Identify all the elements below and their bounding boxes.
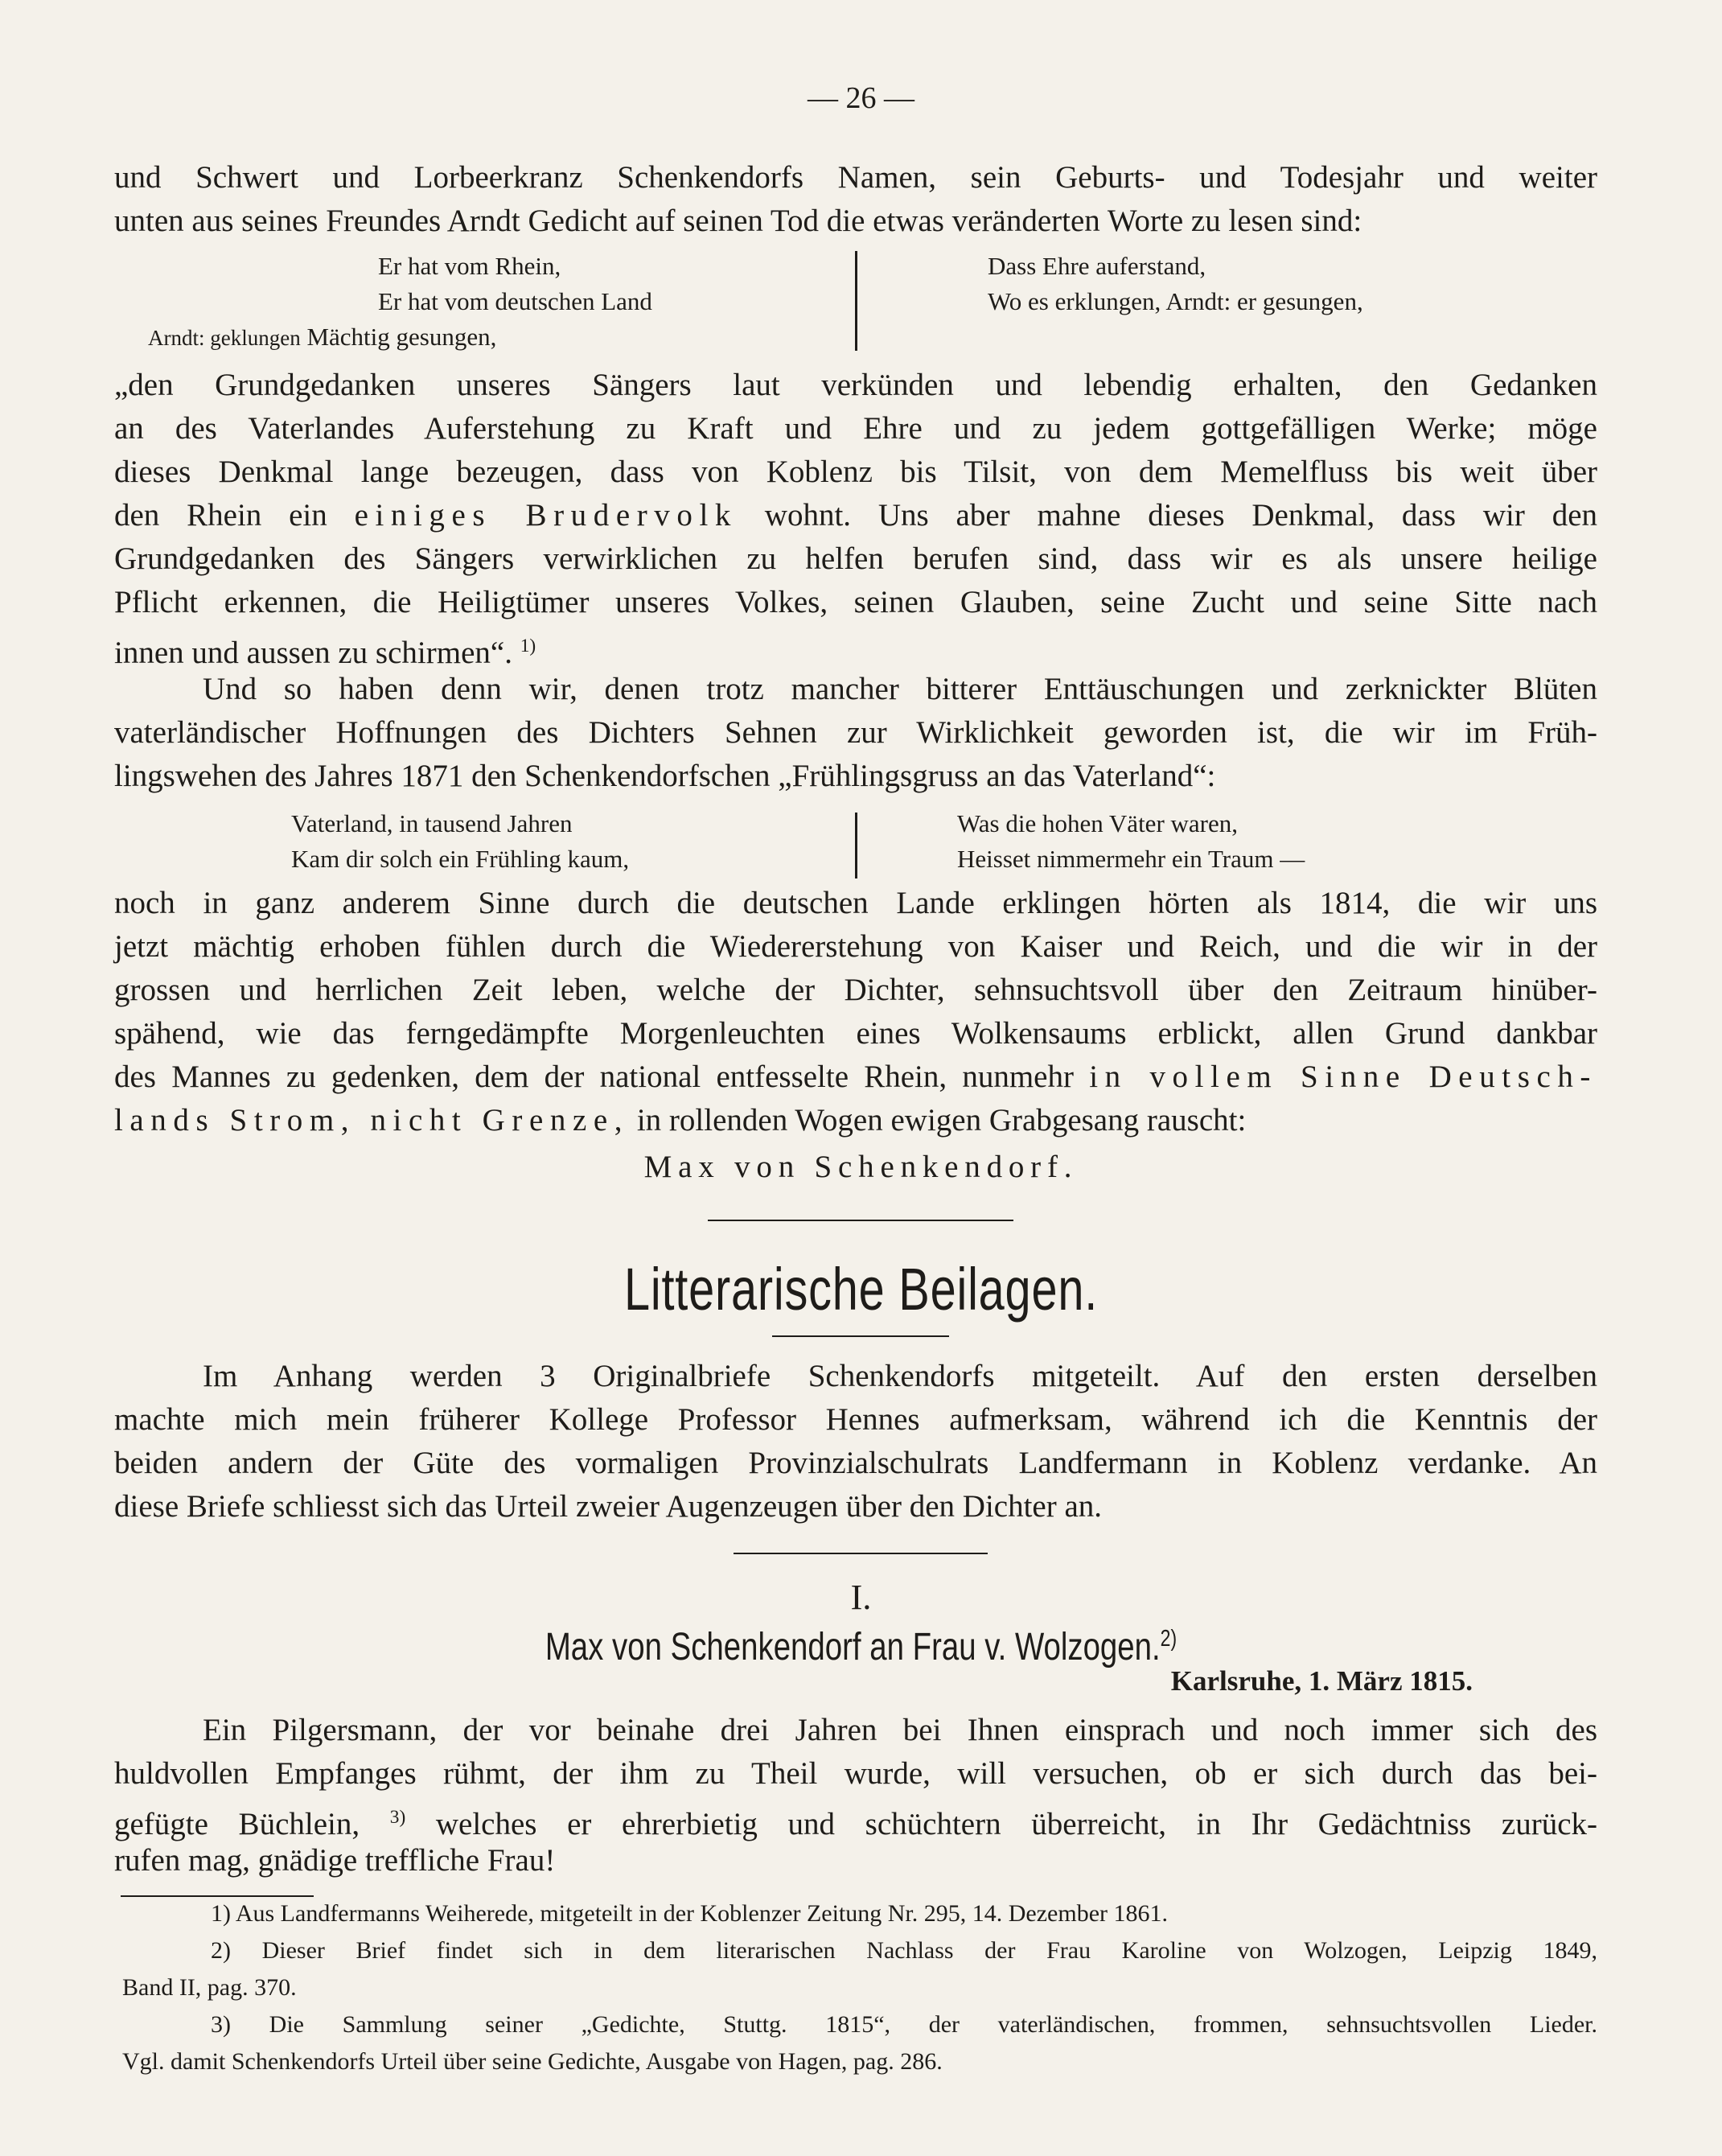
text-line: lands Strom, nicht Grenze, in rollenden Wogen ewigen Grabgesang rauscht:	[114, 1103, 1247, 1138]
intro-paragraph	[114, 156, 1597, 243]
text-line: beiden andern der Güte des vormaligen Provinzialschulrats Landfermann in Koblenz verdanke. An	[114, 1446, 1597, 1480]
verse-line: Wo es erklungen, Arndt: er gesungen,	[988, 287, 1363, 315]
verse2-left	[291, 806, 629, 877]
variant-note: Arndt: geklungen	[148, 326, 301, 350]
text-line: innen und aussen zu schirmen“. $^{1)}$	[114, 636, 536, 670]
footnote-2-cont: Band II, pag. 370.	[122, 1974, 297, 2001]
poem-signature: Max von Schenkendorf.	[643, 1150, 1079, 1184]
verse1-right	[988, 249, 1363, 319]
letter-title: Max von Schenkendorf an Frau v. Wolzogen.$^{2)}$	[545, 1626, 1177, 1668]
verse-line: Er hat vom deutschen Land	[378, 287, 652, 315]
letter-date: Karlsruhe, 1. März 1815.	[1170, 1665, 1473, 1697]
verse2-divider	[855, 813, 857, 878]
verse1-left-third	[148, 319, 496, 355]
divider-rule	[772, 1335, 949, 1337]
text-line: Im Anhang werden 3 Originalbriefe Schenkendorfs mitgeteilt. Auf den ersten derselben	[203, 1359, 1597, 1393]
text-line: Pflicht erkennen, die Heiligtümer unseres Volkes, seinen Glauben, seine Zucht und seine Sitte nach	[114, 585, 1597, 619]
divider-rule	[708, 1220, 1013, 1221]
text-line: rufen mag, gnädige treffliche Frau!	[114, 1843, 556, 1878]
spaced-emphasis: lands Strom, nicht Grenze,	[114, 1103, 630, 1138]
verse-line: Was die hohen Väter waren,	[957, 809, 1238, 837]
spaced-emphasis: in vollem Sinne Deutsch-	[1089, 1059, 1597, 1094]
text-line: diese Briefe schliesst sich das Urteil zweier Augenzeugen über den Dichter an.	[114, 1489, 1103, 1524]
text-line: an des Vaterlandes Auferstehung zu Kraft und Ehre und zu jedem gottgefälligen Werke; möge	[114, 411, 1597, 446]
divider-rule	[734, 1553, 988, 1554]
paragraph-4	[114, 882, 1597, 1142]
text-line: den Rhein ein einiges Brudervolk wohnt. Uns aber mahne dieses Denkmal, dass wir den	[114, 498, 1598, 533]
section-heading: Litterarische Beilagen.	[623, 1256, 1099, 1323]
footnote-1: 1) Aus Landfermanns Weiherede, mitgeteilt in der Koblenzer Zeitung Nr. 295, 14. Dezember 1861.	[211, 1900, 1169, 1927]
verse-line: Heisset nimmermehr ein Traum —	[957, 845, 1305, 873]
text-line: Grundgedanken des Sängers verwirklichen zu helfen berufen sind, dass wir es als unsere heilige	[114, 541, 1597, 576]
verse-line: Mächtig gesungen,	[306, 323, 497, 351]
page-number: — 26 —	[808, 81, 914, 115]
text-line: und Schwert und Lorbeerkranz Schenkendorfs Namen, sein Geburts- und Todesjahr und weiter	[114, 160, 1597, 195]
paragraph-5	[114, 1355, 1597, 1529]
footnote-ref: 1)	[520, 636, 536, 656]
section-number: I.	[850, 1578, 872, 1617]
text-line: Ein Pilgersmann, der vor beinahe drei Jahren bei Ihnen einsprach und noch immer sich des	[203, 1713, 1597, 1747]
footnote-3: 3) Die Sammlung seiner „Gedichte, Stuttg. 1815“, der vaterländischen, frommen, sehnsuchtsvollen Lieder.	[211, 2011, 1597, 2038]
text-line: noch in ganz anderem Sinne durch die deutschen Lande erklingen hörten als 1814, die wir uns	[114, 886, 1597, 920]
text-line: lingswehen des Jahres 1871 den Schenkendorfschen „Frühlingsgruss an das Vaterland“:	[114, 759, 1216, 793]
text-line: dieses Denkmal lange bezeugen, dass von Koblenz bis Tilsit, von dem Memelfluss bis weit über	[114, 455, 1597, 489]
text-line: jetzt mächtig erhoben fühlen durch die Wiedererstehung von Kaiser und Reich, und die wir in der	[114, 929, 1597, 964]
footnote-3-cont: Vgl. damit Schenkendorfs Urteil über seine Gedichte, Ausgabe von Hagen, pag. 286.	[122, 2048, 943, 2075]
letter-body	[114, 1709, 1597, 1882]
text-line: grossen und herrlichen Zeit leben, welche der Dichter, sehnsuchtsvoll über den Zeitraum hinüber-	[114, 973, 1597, 1007]
verse-line: Kam dir solch ein Frühling kaum,	[291, 845, 630, 873]
footnote-ref: 2)	[1160, 1626, 1177, 1652]
text-line: vaterländischer Hoffnungen des Dichters Sehnen zur Wirklichkeit geworden ist, die wir im Früh-	[114, 715, 1597, 750]
paragraph-2	[114, 364, 1597, 668]
text-line: des Mannes zu gedenken, dem der national entfesselte Rhein, nunmehr in vollem Sinne Deutsch-	[114, 1059, 1597, 1094]
text-line: Und so haben denn wir, denen trotz mancher bitterer Enttäuschungen und zerknickter Blüten	[203, 672, 1597, 706]
verse-line: Dass Ehre auferstand,	[988, 252, 1206, 280]
verse2-right	[957, 806, 1305, 877]
text-line: gefügte Büchlein, $^{3)}$ welches er ehrerbietig und schüchtern überreicht, in Ihr Gedächtniss zurück-	[114, 1807, 1598, 1841]
footnote-2: 2) Dieser Brief findet sich in dem literarischen Nachlass der Frau Karoline von Wolzogen, Leipzig 1849,	[211, 1937, 1597, 1964]
text-line: unten aus seines Freundes Arndt Gedicht auf seinen Tod die etwas veränderten Worte zu lesen sind:	[114, 204, 1362, 238]
text-line: „den Grundgedanken unseres Sängers laut verkünden und lebendig erhalten, den Gedanken	[114, 368, 1597, 402]
text-line: machte mich mein früherer Kollege Professor Hennes aufmerksam, während ich die Kenntnis der	[114, 1402, 1597, 1437]
footnote-ref: 3)	[389, 1807, 406, 1828]
verse-line: Vaterland, in tausend Jahren	[291, 809, 573, 837]
text-line: huldvollen Empfanges rühmt, der ihm zu Theil wurde, will versuchen, ob er sich durch das bei-	[114, 1756, 1597, 1791]
text-line: spähend, wie das ferngedämpfte Morgenleuchten eines Wolkensaums erblickt, allen Grund dankbar	[114, 1016, 1597, 1051]
verse1-divider	[855, 251, 857, 351]
paragraph-3	[114, 668, 1597, 798]
footnotes	[122, 1895, 1597, 2080]
spaced-emphasis: einiges Brudervolk	[354, 498, 738, 533]
verse1-left	[378, 249, 652, 319]
verse-line: Er hat vom Rhein,	[378, 252, 561, 280]
